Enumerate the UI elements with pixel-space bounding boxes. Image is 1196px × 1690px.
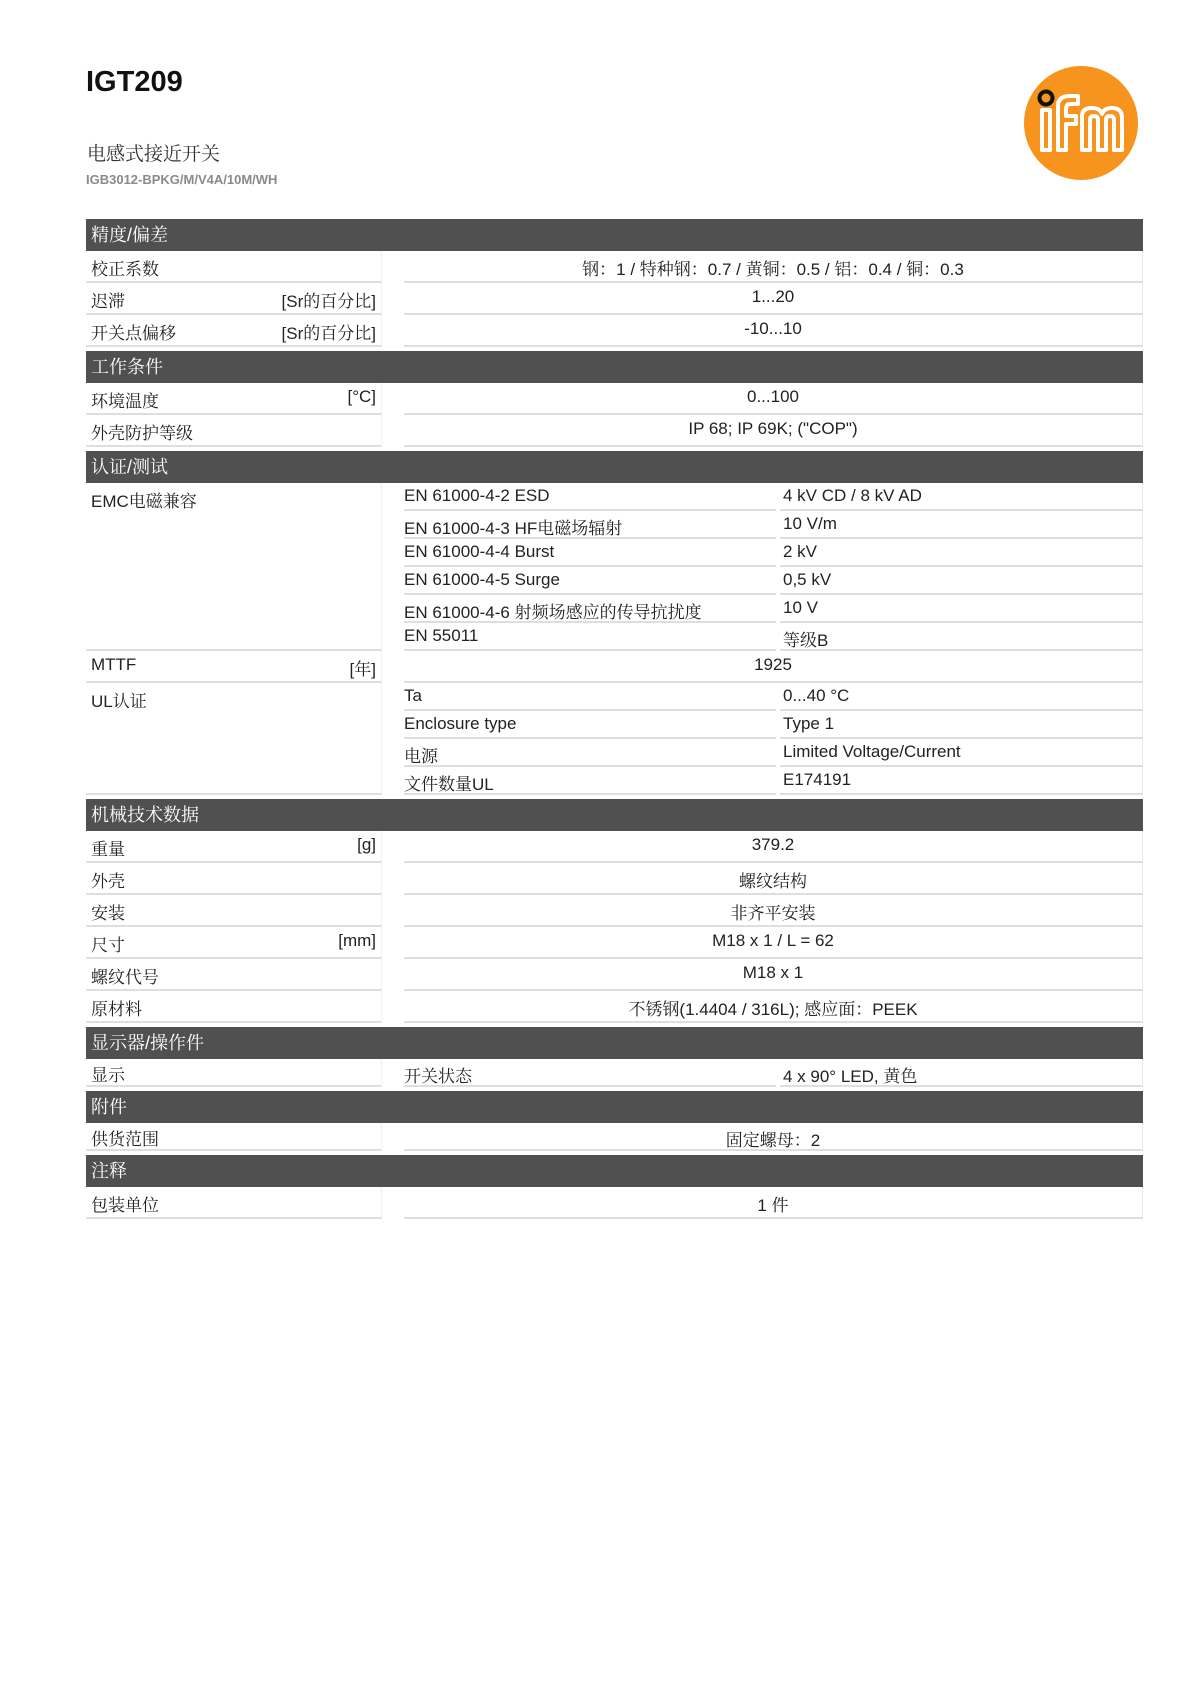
sub-row (404, 567, 1143, 595)
ul-subtable (404, 683, 1143, 795)
spec-label: 螺纹代号 (91, 968, 159, 987)
section-header-remarks: 注释 (86, 1155, 1143, 1187)
spec-label-cell (86, 991, 382, 1023)
sub-row (404, 683, 1143, 711)
sub-row (404, 539, 1143, 567)
sub-key: EN 61000-4-3 HF电磁场辐射 (404, 511, 776, 539)
sub-value: 4 x 90° LED, 黄色 (780, 1059, 1143, 1087)
sub-value: 4 kV CD / 8 kV AD (780, 483, 1143, 511)
sub-row (404, 711, 1143, 739)
spec-label-cell (86, 831, 382, 863)
spec-label: EMC电磁兼容 (91, 492, 197, 511)
spec-value: 钢：1 / 特种钢：0.7 / 黄铜：0.5 / 铝：0.4 / 铜：0.3 (404, 251, 1143, 283)
spec-unit: [g] (357, 835, 376, 854)
sub-key: EN 61000-4-2 ESD (404, 483, 776, 511)
spec-label-cell (86, 927, 382, 959)
spec-row-display (86, 1059, 1143, 1087)
spec-value: 螺纹结构 (404, 863, 1143, 895)
sub-key: 电源 (404, 739, 776, 767)
spec-label-cell (86, 483, 382, 651)
spec-row (86, 251, 1143, 283)
sub-row (404, 739, 1143, 767)
spec-label-cell (86, 1123, 382, 1151)
spec-row (86, 959, 1143, 991)
spec-label: 尺寸 (91, 936, 125, 955)
spec-label-cell (86, 283, 382, 315)
display-subtable (404, 1059, 1143, 1087)
spec-label-cell (86, 683, 382, 795)
spec-label-cell (86, 1059, 382, 1087)
spec-value: 1925 (404, 651, 1143, 683)
section-header-accessories: 附件 (86, 1091, 1143, 1123)
spec-row (86, 283, 1143, 315)
spec-label-cell (86, 651, 382, 683)
spec-unit: [年] (349, 660, 376, 679)
sub-key: EN 61000-4-4 Burst (404, 539, 776, 567)
section-header-display: 显示器/操作件 (86, 1027, 1143, 1059)
sub-value: E174191 (780, 767, 1143, 795)
spec-value: IP 68; IP 69K; ("COP") (404, 415, 1143, 447)
spec-unit: [°C] (347, 387, 376, 406)
spec-value: 非齐平安装 (404, 895, 1143, 927)
section-header-operating: 工作条件 (86, 351, 1143, 383)
sub-key: Enclosure type (404, 711, 776, 739)
spec-label: 迟滞 (91, 292, 125, 311)
spec-value: M18 x 1 / L = 62 (404, 927, 1143, 959)
sub-row (404, 767, 1143, 795)
ifm-logo-icon (1022, 64, 1140, 182)
spec-value: 固定螺母：2 (404, 1123, 1143, 1151)
product-type: 电感式接近开关 (87, 144, 221, 165)
spec-value: 不锈钢(1.4404 / 316L); 感应面：PEEK (404, 991, 1143, 1023)
sub-row (404, 595, 1143, 623)
spec-unit: [mm] (338, 931, 376, 950)
spec-label: 外壳 (91, 872, 125, 891)
sub-key: Ta (404, 683, 776, 711)
sub-row (404, 623, 1143, 651)
section-header-mechanical: 机械技术数据 (86, 799, 1143, 831)
sub-value: 10 V (780, 595, 1143, 623)
sub-row (404, 511, 1143, 539)
sub-key: EN 55011 (404, 623, 776, 651)
sub-value: 0,5 kV (780, 567, 1143, 595)
spec-row-emc (86, 483, 1143, 651)
spec-row (86, 927, 1143, 959)
spec-label: 外壳防护等级 (91, 424, 193, 443)
spec-row (86, 315, 1143, 347)
spec-row (86, 831, 1143, 863)
sub-row (404, 483, 1143, 511)
spec-row (86, 1123, 1143, 1151)
spec-row (86, 415, 1143, 447)
spec-label-cell (86, 415, 382, 447)
sub-key: EN 61000-4-5 Surge (404, 567, 776, 595)
spec-label: 显示 (91, 1066, 125, 1085)
sub-key: 开关状态 (404, 1059, 776, 1087)
spec-label: 原材料 (91, 1000, 142, 1019)
spec-table (86, 219, 1143, 1219)
spec-unit: [Sr的百分比] (281, 292, 376, 311)
spec-label: 包装单位 (91, 1196, 159, 1215)
spec-label: MTTF (91, 655, 137, 674)
sub-key: EN 61000-4-6 射频场感应的传导抗扰度 (404, 595, 776, 623)
spec-row-mttf (86, 651, 1143, 683)
section-header-approvals: 认证/测试 (86, 451, 1143, 483)
spec-value: 379.2 (404, 831, 1143, 863)
spec-label-cell (86, 251, 382, 283)
spec-label-cell (86, 863, 382, 895)
spec-label: 供货范围 (91, 1130, 159, 1149)
emc-subtable (404, 483, 1143, 651)
sub-key: 文件数量UL (404, 767, 776, 795)
spec-label-cell (86, 383, 382, 415)
sub-row (404, 1059, 1143, 1087)
sub-value: 等级B (780, 623, 1143, 651)
spec-row (86, 383, 1143, 415)
sub-value: Type 1 (780, 711, 1143, 739)
spec-label: 环境温度 (91, 392, 159, 411)
section-header-accuracy: 精度/偏差 (86, 219, 1143, 251)
sub-value: 2 kV (780, 539, 1143, 567)
sub-value: 0...40 °C (780, 683, 1143, 711)
spec-label-cell (86, 315, 382, 347)
spec-value: -10...10 (404, 315, 1143, 347)
spec-value: 1...20 (404, 283, 1143, 315)
spec-unit: [Sr的百分比] (281, 324, 376, 343)
spec-row (86, 991, 1143, 1023)
spec-label-cell (86, 959, 382, 991)
spec-label-cell (86, 895, 382, 927)
spec-label: 开关点偏移 (91, 324, 176, 343)
spec-label-cell (86, 1187, 382, 1219)
spec-value: M18 x 1 (404, 959, 1143, 991)
spec-row-ul (86, 683, 1143, 795)
spec-value: 1 件 (404, 1187, 1143, 1219)
article-code: IGB3012-BPKG/M/V4A/10M/WH (86, 172, 278, 187)
spec-row (86, 895, 1143, 927)
spec-value: 0...100 (404, 383, 1143, 415)
spec-label: 安装 (91, 904, 125, 923)
spec-label: UL认证 (91, 692, 147, 711)
spec-label: 校正系数 (91, 260, 159, 279)
spec-label: 重量 (91, 840, 125, 859)
spec-row (86, 863, 1143, 895)
sub-value: 10 V/m (780, 511, 1143, 539)
spec-row (86, 1187, 1143, 1219)
sub-value: Limited Voltage/Current (780, 739, 1143, 767)
product-code: IGT209 (86, 66, 183, 98)
